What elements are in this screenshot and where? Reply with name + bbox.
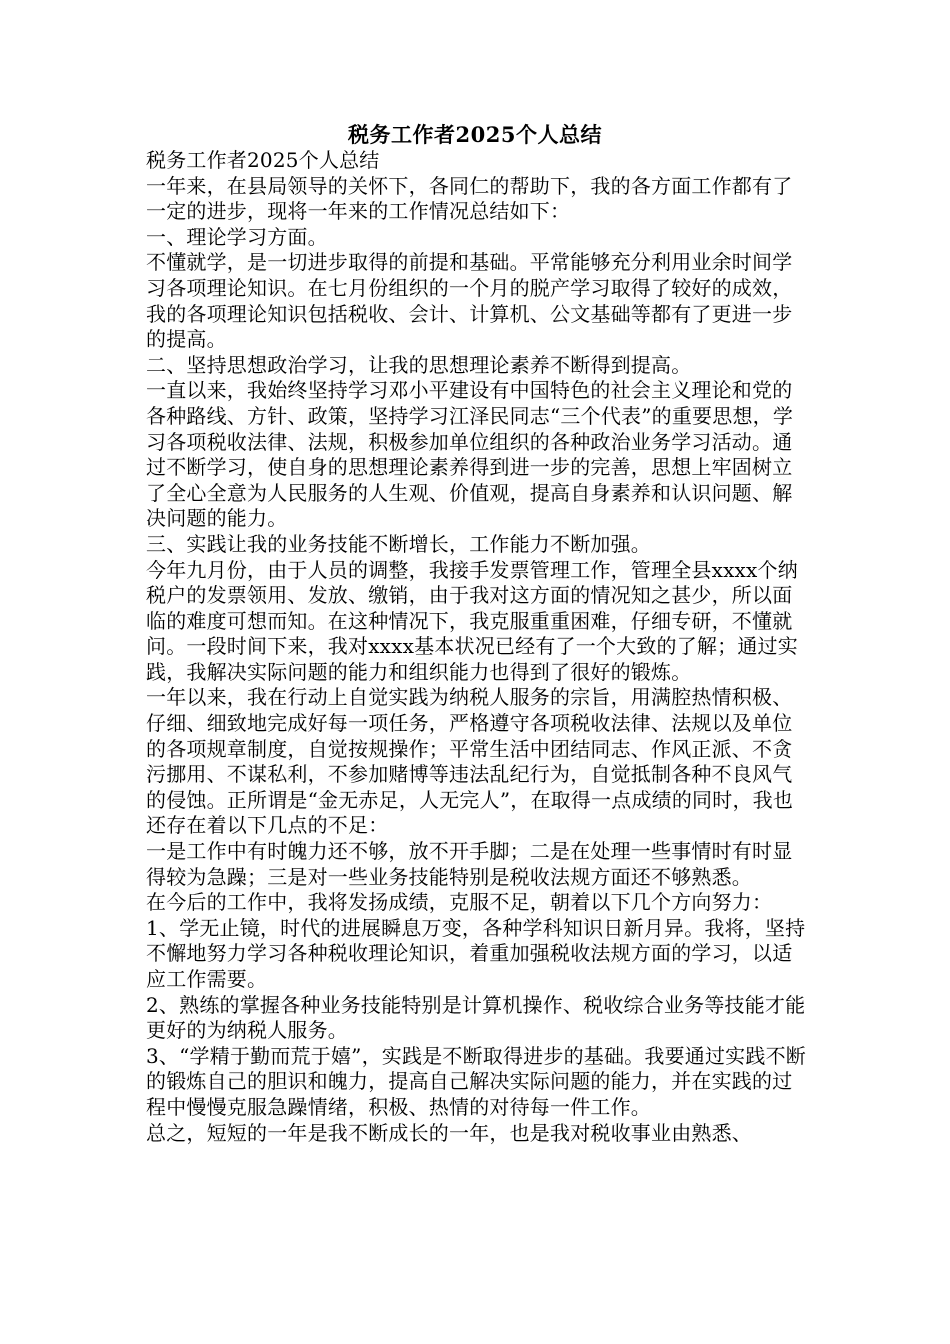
paragraph-invoice-work: 今年九月份，由于人员的调整，我接手发票管理工作，管理全县xxxx个纳税户的发票领用、发放、缴销，由于我对这方面的情况知之甚少，所以面临的难度可想而知。在这种情况下，我克服重重困难，仔细专研，不懂就问。一段时间下来，我对xxxx基本状况已经有了一个大致的了解；通过实践，我解决实际问题的能力和组织能力也得到了很好的锻炼。: [146, 557, 798, 684]
section-heading-politics: 二、坚持思想政治学习，让我的思想理论素养不断得到提高。: [146, 352, 692, 377]
paragraph-theory: 不懂就学，是一切进步取得的前提和基础。平常能够充分利用业余时间学习各项理论知识。在七月份组织的一个月的脱产学习取得了较好的成效，我的各项理论知识包括税收、会计、计算机、公文基础等都有了更进一步的提高。: [146, 250, 793, 352]
paragraph-conclusion: 总之，短短的一年是我不断成长的一年，也是我对税收事业由熟悉、: [146, 1120, 752, 1145]
document-body: [146, 148, 812, 1146]
paragraph-politics: 一直以来，我始终坚持学习邓小平建设有中国特色的社会主义理论和党的各种路线、方针、政策，坚持学习江泽民同志“三个代表”的重要思想，学习各项税收法律、法规，积极参加单位组织的各种政治业务学习活动。通过不断学习，使自身的思想理论素养得到进一步的完善，思想上牢固树立了全心全意为人民服务的人生观、价值观，提高自身素养和认识问题、解决问题的能力。: [146, 378, 794, 531]
list-item-1: 1、学无止镜，时代的进展瞬息万变，各种学科知识日新月异。我将，坚持不懈地努力学习各种税收理论知识，着重加强税收法规方面的学习，以适应工作需要。: [146, 915, 806, 991]
paragraph-service: 一年以来，我在行动上自觉实践为纳税人服务的宗旨，用满腔热情积极、仔细、细致地完成好每一项任务，严格遵守各项税收法律、法规以及单位的各项规章制度，自觉按规操作；平常生活中团结同志、作风正派、不贪污挪用、不谋私利，不参加赌博等违法乱纪行为，自觉抵制各种不良风气的侵蚀。正所谓是“金无赤足，人无完人”，在取得一点成绩的同时，我也还存在着以下几点的不足：: [146, 685, 794, 838]
paragraph-future-intro: 在今后的工作中，我将发扬成绩，克服不足，朝着以下几个方向努力：: [146, 890, 773, 915]
list-item-2: 2、熟练的掌握各种业务技能特别是计算机操作、税收综合业务等技能才能更好的为纳税人服务。: [146, 992, 806, 1043]
paragraph-shortcomings: 一是工作中有时魄力还不够，放不开手脚；二是在处理一些事情时有时显得较为急躁；三是对一些业务技能特别是税收法规方面还不够熟悉。: [146, 839, 793, 889]
section-heading-theory: 一、理论学习方面。: [146, 224, 328, 249]
section-heading-practice: 三、实践让我的业务技能不断增长，工作能力不断加强。: [146, 531, 651, 556]
paragraph-intro: 一年来，在县局领导的关怀下，各同仁的帮助下，我的各方面工作都有了一定的进步，现将一年来的工作情况总结如下：: [146, 173, 793, 224]
list-item-3: 3、“学精于勤而荒于嬉”，实践是不断取得进步的基础。我要通过实践不断的锻炼自己的胆识和魄力，提高自己解决实际问题的能力，并在实践的过程中慢慢克服急躁情绪，积极、热情的对待每一件工作。: [146, 1043, 806, 1119]
document-title: 税务工作者2025个人总结: [348, 122, 602, 147]
paragraph-subtitle: 税务工作者2025个人总结: [146, 148, 380, 172]
